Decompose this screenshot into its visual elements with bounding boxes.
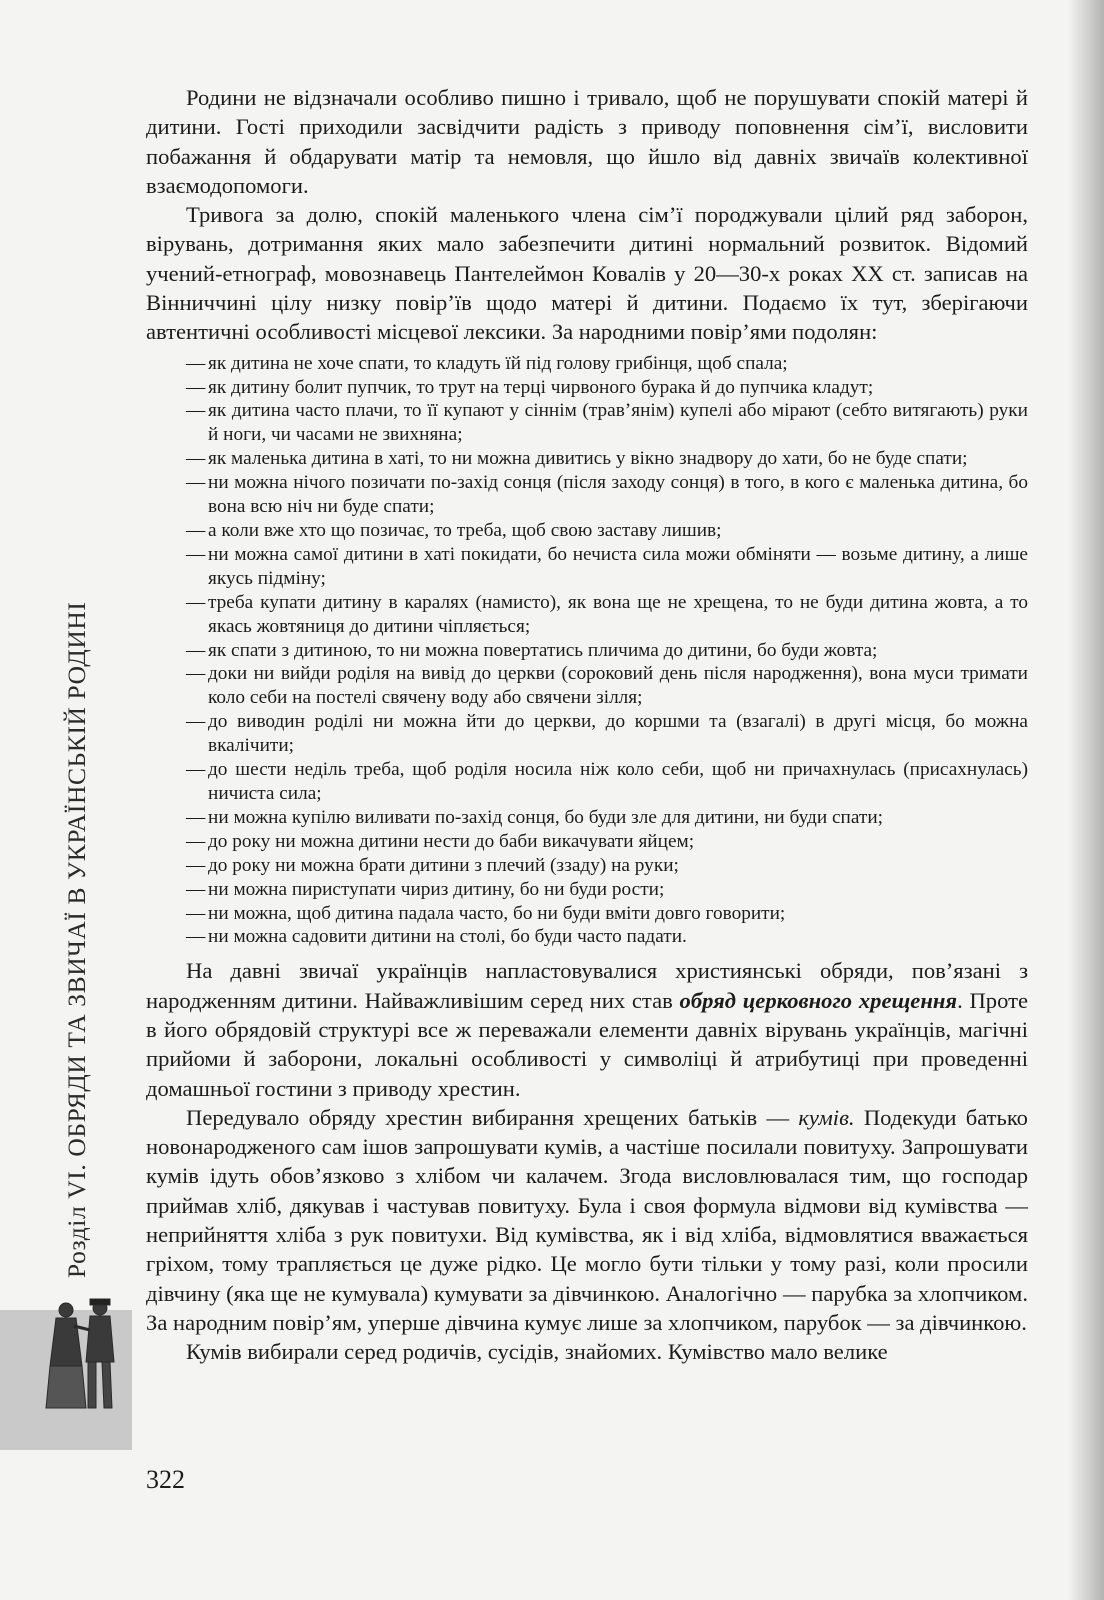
list-dash: — bbox=[186, 854, 206, 876]
belief-list-item bbox=[146, 758, 1028, 806]
list-dash: — bbox=[186, 711, 206, 733]
list-dash: — bbox=[186, 591, 206, 613]
christening-text-before: На давні звичаї українців напластовувалися християнські обряди, пов’язані з народженням дитини. Найважливішим серед них став bbox=[146, 958, 1028, 1013]
godparents-text-before: Передувало обряду хрестин вибирання хрещених батьків — bbox=[186, 1104, 799, 1130]
list-dash: — bbox=[186, 472, 206, 494]
list-dash: — bbox=[186, 806, 206, 828]
godparents-emphasis: кумів. bbox=[798, 1104, 855, 1130]
list-dash: — bbox=[186, 830, 206, 852]
chapter-side-label: Розділ VI. ОБРЯДИ ТА ЗВИЧАЇ В УКРАЇНСЬКІЙ РОДИНІ bbox=[62, 601, 91, 1278]
belief-text: ни можна купілю виливати по-захід сонця, бо буди зле для дитини, ни буди спати; bbox=[208, 806, 884, 828]
belief-text: до виводин роділі ни можна йти до церкви, до коршми та (взагалі) в другі місця, бо можна вкалічити; bbox=[208, 711, 1028, 757]
christening-emphasis: обряд церковного хрещення bbox=[679, 987, 958, 1013]
list-dash: — bbox=[186, 352, 206, 374]
belief-list-item bbox=[146, 471, 1028, 519]
belief-text: а коли вже хто що позичає, то треба, щоб свою заставу лишив; bbox=[208, 520, 722, 542]
belief-text: ни можна садовити дитини на столі, бо буди часто падати. bbox=[208, 926, 687, 948]
list-dash: — bbox=[186, 400, 206, 422]
belief-list-item bbox=[146, 376, 1028, 400]
page-text bbox=[146, 83, 1028, 1366]
belief-list-item bbox=[146, 399, 1028, 447]
belief-text: як дитина не хоче спати, то кладуть їй під голову грибінця, щоб спала; bbox=[208, 352, 788, 374]
belief-list-item bbox=[146, 806, 1028, 830]
belief-list-item bbox=[146, 830, 1028, 854]
belief-text: як маленька дитина в хаті, то ни можна дивитись у вікно знадвору до хати, бо не буде спати; bbox=[208, 448, 968, 470]
belief-text: доки ни вийди роділя на вивід до церкви (сороковий день після народження), вона муси тримати коло себи на постелі свячену воду або свячени зілля; bbox=[208, 663, 1028, 709]
belief-list-item bbox=[146, 447, 1028, 471]
belief-list-item bbox=[146, 543, 1028, 591]
belief-list-item bbox=[146, 902, 1028, 926]
belief-list-item bbox=[146, 854, 1028, 878]
list-dash: — bbox=[186, 639, 206, 661]
paragraph-childbirth-customs: Родини не відзначали особливо пишно і тривало, щоб не порушувати спокій матері й дитини. Гості приходили засвідчити радість з приводу поповнення сім’ї, висловити побажання й обдарувати матір та немовля, що йшло від давніх звичаїв колективної взаємодопомоги. bbox=[146, 85, 1028, 198]
list-dash: — bbox=[186, 543, 206, 565]
belief-list-item bbox=[146, 591, 1028, 639]
belief-list-item bbox=[146, 710, 1028, 758]
belief-text: до року ни можна брати дитини з плечий (ззаду) на руки; bbox=[208, 854, 679, 876]
belief-text: ни можна нічого позичати по-захід сонця (після заходу сонця) в того, в кого є маленька дитина, бо вона всю ніч ни буде спати; bbox=[208, 472, 1028, 518]
belief-list bbox=[146, 352, 1028, 950]
list-dash: — bbox=[186, 448, 206, 470]
belief-text: треба купати дитину в каралях (намисто), як вона ще не хрещена, то не буди дитина жовта, а то якась жовтяниця до дитини чіпляється; bbox=[208, 591, 1028, 637]
list-dash: — bbox=[186, 759, 206, 781]
belief-list-item bbox=[146, 662, 1028, 710]
christening-text-after: . Проте в його обрядовій структурі все ж переважали елементи давніх вірувань українців, магічні прийоми й заборони, локальні особливості у символіці й атрибутиці при проведенні домашньої гостини з приводу хрестин. bbox=[146, 987, 1028, 1101]
belief-list-item bbox=[146, 925, 1028, 949]
list-dash: — bbox=[186, 520, 206, 542]
belief-list-item bbox=[146, 639, 1028, 663]
belief-text: як дитину болит пупчик, то трут на терці чирвоного бурака й до пупчика кладут; bbox=[208, 376, 874, 398]
paragraph-beliefs-intro: Тривога за долю, спокій маленького члена сім’ї породжували цілий ряд заборон, вірувань, дотримання яких мало забезпечити дитині нормальний розвиток. Відомий учений-етнограф, мовознавець Пантелеймон Ковалів у 20—30-х роках XX ст. записав на Вінниччині цілу низку повір’їв щодо матері й дитини. Подаємо їх тут, зберігаючи автентичні особливості місцевої лексики. За народними повір’ями подолян: bbox=[146, 202, 1028, 345]
belief-text: до року ни можна дитини нести до баби викачувати яйцем; bbox=[208, 830, 695, 852]
belief-list-item bbox=[146, 878, 1028, 902]
belief-text: ни можна самої дитини в хаті покидати, бо нечиста сила можи обміняти — возьме дитину, а лише якусь підміну; bbox=[208, 543, 1028, 589]
paragraph-christening bbox=[146, 956, 1028, 1102]
paragraph-choosing-godparents: Кумів вибирали серед родичів, сусідів, знайомих. Кумівство мало велике bbox=[186, 1339, 888, 1365]
list-dash: — bbox=[186, 663, 206, 685]
page-number: 322 bbox=[146, 1465, 185, 1494]
godparents-text-after: Подекуди батько новонародженого сам ішов запрошувати кумів, а частіше посилали повитуху. Запрошувати кумів ідуть обов’язково з хлібом чи калачем. Згода висловлювалася тим, що господар приймав хліб, дякував і частував повитуху. Була і своя формула відмови від кумівства — неприйняття хліба з рук повитухи. Від кумівства, як і від хліба, відмовлятися вважається гріхом, тому трапляється це дуже рідко. Це могло бути тільки у тому разі, коли просили дівчину (яка ще не кумувала) кумувати за дівчинкою. Аналогічно — парубка за хлопчиком. За народним повір’ям, уперше дівчина кумує лише за хлопчиком, парубок — за дівчинкою. bbox=[146, 1104, 1028, 1335]
list-dash: — bbox=[186, 902, 206, 924]
page-edge-shadow bbox=[1068, 0, 1104, 1600]
belief-text: як спати з дитиною, то ни можна повертатись пличима до дитини, бо буди жовта; bbox=[208, 639, 878, 661]
belief-text: до шести неділь треба, щоб роділя носила ніж коло себи, щоб ни причахнулась (присахнулась) ничиста сила; bbox=[208, 759, 1028, 804]
list-dash: — bbox=[186, 376, 206, 398]
belief-list-item bbox=[146, 352, 1028, 376]
list-dash: — bbox=[186, 926, 206, 948]
belief-text: ни можна пириступати чириз дитину, бо ни буди рости; bbox=[208, 878, 665, 900]
list-dash: — bbox=[186, 878, 206, 900]
belief-text: ни можна, щоб дитина падала часто, бо ни буди вміти довго говорити; bbox=[208, 902, 786, 924]
paragraph-godparents bbox=[146, 1103, 1028, 1337]
belief-text: як дитина часто плачи, то її купают у сіннім (трав’янім) купелі або мірают (себто витягають) руки й ноги, чи часами не звихняна; bbox=[208, 400, 1028, 446]
belief-list-item bbox=[146, 519, 1028, 543]
folk-couple-illustration bbox=[38, 1296, 128, 1416]
